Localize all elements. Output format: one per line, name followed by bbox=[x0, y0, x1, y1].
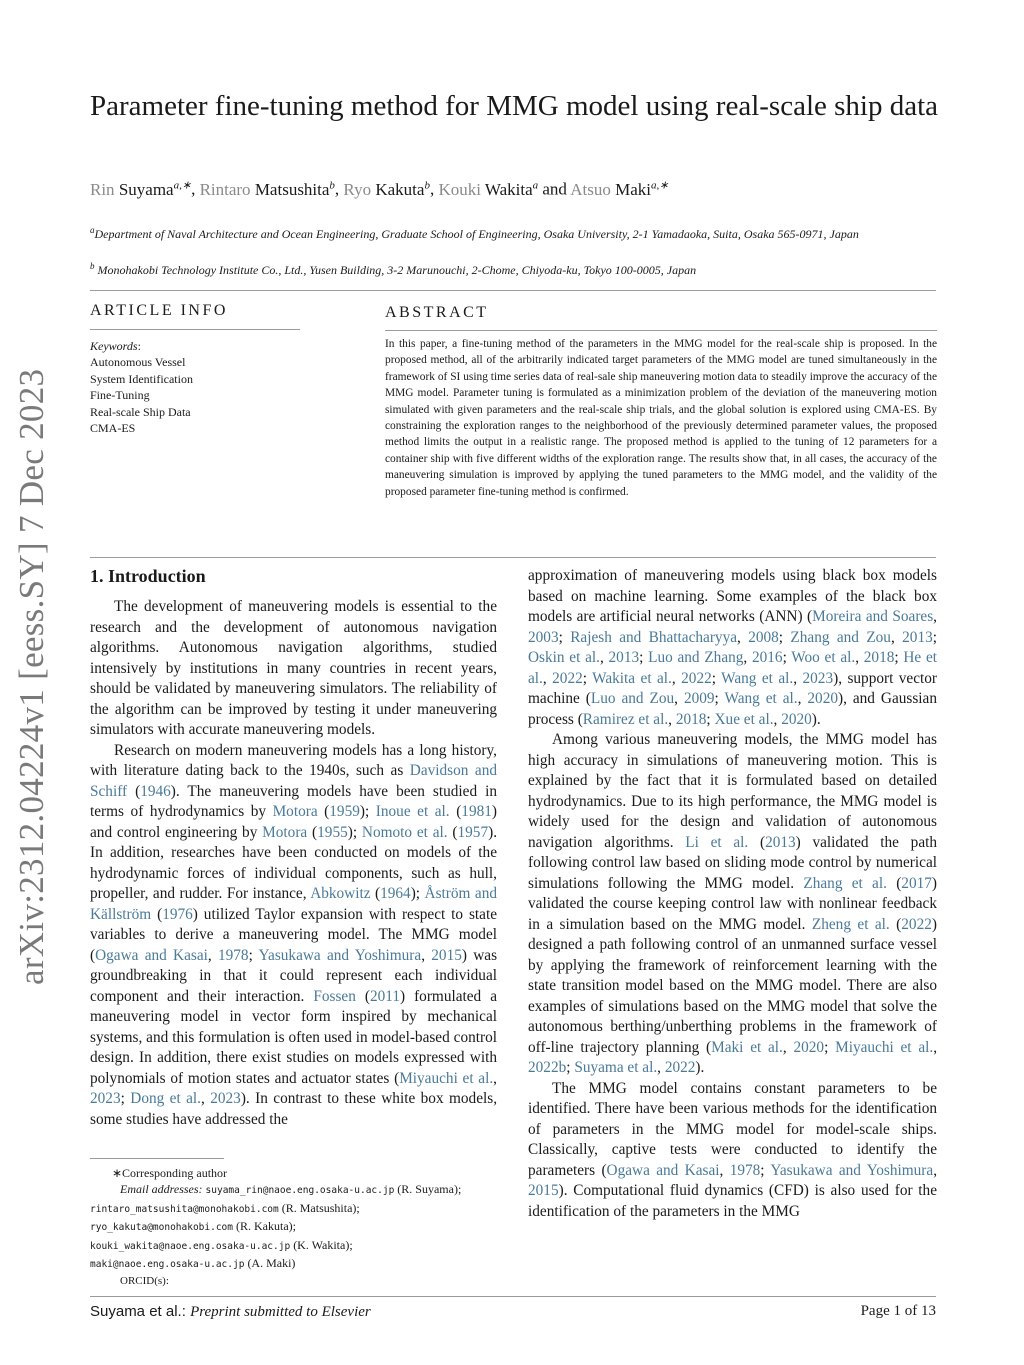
citation-link[interactable]: Zhang and Zou bbox=[790, 628, 891, 646]
author-family-name: Wakita bbox=[484, 179, 533, 199]
article-info-divider bbox=[90, 329, 300, 330]
affiliation-a bbox=[90, 222, 940, 242]
citation-link[interactable]: Maki et al. bbox=[711, 1038, 783, 1056]
keyword: System Identification bbox=[90, 371, 193, 386]
citation-link[interactable]: 2016 bbox=[751, 649, 783, 666]
author-name bbox=[200, 180, 335, 199]
citation-link[interactable]: 2018 bbox=[863, 649, 895, 666]
citation-link[interactable]: 2022 bbox=[681, 669, 712, 687]
citation-link[interactable]: 2003 bbox=[528, 628, 559, 646]
citation-link[interactable]: 2015 bbox=[528, 1182, 559, 1199]
citation-link[interactable]: Wang et al. bbox=[721, 669, 794, 687]
affiliation-text: Department of Naval Architecture and Ocean Engineering, Graduate School of Engineering, Osaka University, 2-1 Yamadaoka, Suita, Osaka 565-0971, Japan bbox=[94, 227, 859, 241]
corresponding-author-note: ∗Corresponding author bbox=[112, 1166, 228, 1180]
citation-link[interactable]: 2013 bbox=[765, 833, 796, 851]
email-address[interactable]: ryo_kakuta@monohakobi.com bbox=[90, 1222, 233, 1234]
affiliation-b bbox=[90, 258, 940, 278]
citation-link[interactable]: 1978 bbox=[217, 946, 249, 964]
citation-link[interactable]: Yasukawa and Yoshimura bbox=[258, 946, 422, 964]
email-address[interactable]: rintaro_matsushita@monohakobi.com bbox=[90, 1203, 279, 1215]
author-separator: , bbox=[191, 179, 200, 199]
body-paragraph: The development of maneuvering models is essential to the research and the development of autonomous navigation algorithms. Autonomous navigation algorithms, studied intensively by institutions in many countries in recent years, should be validated by maneuvering simulators. The reliability of the algorithm can be improved by testing it under maneuvering simulators with accurate maneuvering models. bbox=[90, 598, 497, 738]
abstract-heading: ABSTRACT bbox=[385, 304, 489, 321]
citation-link[interactable]: Davidson and Schiff bbox=[90, 762, 498, 800]
affiliation-mark: a bbox=[90, 225, 95, 235]
footer-separator: : bbox=[181, 1303, 191, 1320]
author-family-name: Suyama bbox=[118, 179, 174, 199]
citation-link[interactable]: 2015 bbox=[431, 946, 462, 964]
citation-link[interactable]: Zhang et al. bbox=[803, 874, 887, 892]
author-affiliation-mark: a,∗ bbox=[651, 179, 669, 191]
citation-link[interactable]: Ogawa and Kasai bbox=[606, 1161, 720, 1179]
citation-link[interactable]: 2023 bbox=[90, 1090, 121, 1107]
citation-link[interactable]: Xue et al. bbox=[714, 710, 774, 728]
citation-link[interactable]: 1946 bbox=[140, 782, 171, 800]
email-address[interactable]: maki@naoe.eng.osaka-u.ac.jp bbox=[90, 1259, 245, 1271]
body-paragraph: The MMG model contains constant parameters to be identified. There have been various methods for the identification of parameters in the MMG model for model-scale ships. Classically, captive tests were conducted to identify the parameters (Ogawa and Kasai, 1978; Yasukawa and Yoshimura, 2015). Computational fluid dynamics (CFD) is also used for the identification of the parameters in the MMG bbox=[528, 1079, 938, 1220]
citation-link[interactable]: 2008 bbox=[748, 628, 779, 646]
author-name bbox=[438, 180, 538, 199]
author-given-name: Rintaro bbox=[199, 179, 255, 199]
citation-link[interactable]: Motora bbox=[262, 823, 308, 841]
author-given-name: Atsuo bbox=[570, 179, 616, 199]
abstract-text: In this paper, a fine-tuning method of the parameters in the MMG model for the real-scale ship is proposed. In the proposed method, all of the arbitrarily indicated target parameters of the MMG model are tuned simultaneously in the framework of SI using time series data of real-sale ship maneuvering motion data to steadily improve the accuracy of the MMG model. Parameter tuning is formulated as a minimization problem of the deviation of the maneuvering motion simulated with given parameters and the real-scale ship trials, and the global solution is explored using CMA-ES. By constraining the exploration ranges to the neighborhood of the previously determined parameter values, the proposed method limits the output in a realistic range. The proposed method is applied to the tuning of 12 parameters for a container ship with five different widths of the exploration range. The results show that, in all cases, the accuracy of the maneuvering simulation is improved by applying the tuned parameters to the MMG model, and the validity of the proposed parameter fine-tuning method is confirmed. bbox=[385, 338, 937, 498]
citation-link[interactable]: 2022 bbox=[664, 1059, 696, 1076]
citation-link[interactable]: Åström and Källström bbox=[90, 885, 497, 923]
citation-link[interactable]: 2009 bbox=[683, 690, 715, 707]
citation-link[interactable]: Rajesh and Bhattacharyya bbox=[570, 628, 738, 646]
email-address[interactable]: kouki_wakita@naoe.eng.osaka-u.ac.jp bbox=[90, 1240, 291, 1252]
citation-link[interactable]: 2020 bbox=[793, 1038, 825, 1056]
author-list bbox=[90, 178, 668, 200]
citation-link[interactable]: Moreira and Soares bbox=[812, 608, 934, 625]
citation-link[interactable]: Wang et al. bbox=[724, 690, 798, 707]
footnote bbox=[90, 1165, 500, 1290]
email-owner: (R. Suyama); bbox=[394, 1182, 462, 1197]
citation-link[interactable]: 1964 bbox=[380, 885, 411, 902]
citation-link[interactable]: Woo et al. bbox=[791, 649, 856, 666]
keyword: Autonomous Vessel bbox=[90, 355, 186, 370]
article-info-heading: ARTICLE INFO bbox=[90, 302, 228, 319]
email-owner: (R. Kakuta); bbox=[233, 1219, 296, 1234]
footer-divider bbox=[90, 1296, 936, 1297]
citation-link[interactable]: Li et al. bbox=[685, 833, 749, 851]
author-affiliation-mark: b bbox=[424, 179, 430, 191]
body-divider bbox=[90, 557, 936, 558]
body-column-right bbox=[528, 566, 937, 1222]
page-number: Page 1 of 13 bbox=[860, 1303, 936, 1319]
body-paragraph: Research on modern maneuvering models has a long history, with literature dating back to the 1940s, such as Davidson and Schiff (1946). The maneuvering models have been studied in terms of hydrodynamics by Motora (1959); Inoue et al. (1981) and control engineering by Motora (1955); Nomoto et al. (1957). In addition, researches have been conducted on models of the hydrodynamic forces of individual components, such as hull, propeller, and rudder. For instance, Abkowitz (1964); Åström and Källström (1976) utilized Taylor expansion with respect to state variables to derive a maneuvering model. The MMG model (Ogawa and Kasai, 1978; Yasukawa and Yoshimura, 2015) was groundbreaking in that it could represent each individual component and their interaction. Fossen (2011) formulated a maneuvering model in vector form inspired by mechanical systems, and this formulation is often used in model-based control design. In addition, there exist studies on models expressed with polynomials of motion states and actuator states (Miyauchi et al., 2023; Dong et al., 2023). In contrast to these white box models, some studies have addressed the bbox=[90, 741, 498, 1128]
citation-link[interactable]: 2020 bbox=[807, 690, 838, 707]
arxiv-identifier: arXiv:2312.04224v1 [eess.SY] 7 Dec 2023 bbox=[12, 368, 51, 985]
keywords-label: Keywords bbox=[90, 339, 138, 353]
author-affiliation-mark: a,∗ bbox=[173, 179, 192, 191]
citation-link[interactable]: Dong et al. bbox=[130, 1090, 201, 1107]
author-name bbox=[343, 180, 430, 199]
author-family-name: Matsushita bbox=[254, 179, 330, 199]
body-column-left bbox=[90, 597, 497, 1130]
citation-link[interactable]: 1981 bbox=[461, 803, 492, 820]
citation-link[interactable]: Miyauchi et al. bbox=[399, 1069, 494, 1087]
citation-link[interactable]: Abkowitz bbox=[310, 885, 371, 902]
citation-link[interactable]: Yasukawa and Yoshimura bbox=[770, 1161, 934, 1179]
keyword: CMA-ES bbox=[90, 421, 136, 436]
author-given-name: Rin bbox=[90, 179, 119, 199]
email-label: Email addresses: bbox=[120, 1182, 203, 1197]
author-affiliation-mark: a bbox=[532, 179, 539, 191]
citation-link[interactable]: Motora bbox=[272, 803, 318, 820]
citation-link[interactable]: 1957 bbox=[457, 823, 489, 841]
citation-link[interactable]: Fossen bbox=[313, 987, 356, 1005]
email-owner: (K. Wakita); bbox=[290, 1237, 353, 1252]
citation-link[interactable]: Oskin et al. bbox=[528, 649, 600, 666]
citation-link[interactable]: Luo and Zhang bbox=[648, 649, 744, 666]
author-name bbox=[570, 180, 668, 199]
footer-authors: Suyama et al. bbox=[90, 1303, 182, 1320]
author-separator: and bbox=[538, 179, 571, 199]
author-given-name: Kouki bbox=[438, 179, 485, 199]
citation-link[interactable]: Ogawa and Kasai bbox=[95, 946, 208, 964]
citation-link[interactable]: Miyauchi et al. bbox=[835, 1038, 934, 1056]
citation-link[interactable]: 2017 bbox=[901, 874, 932, 892]
affiliation-text: Monohakobi Technology Institute Co., Ltd., Yusen Building, 3-2 Marunouchi, 2-Chome, Chiyoda-ku, Tokyo 100-0005, Japan bbox=[94, 263, 697, 277]
abstract-divider bbox=[385, 330, 937, 331]
citation-link[interactable]: Ramirez et al. bbox=[582, 710, 669, 728]
author-name bbox=[90, 180, 191, 199]
author-separator: , bbox=[429, 179, 439, 199]
email-owner: (A. Maki) bbox=[244, 1256, 296, 1271]
citation-link[interactable]: 1959 bbox=[329, 803, 360, 820]
footer-venue: Preprint submitted to Elsevier bbox=[190, 1304, 371, 1320]
footnote-divider bbox=[90, 1158, 224, 1159]
keywords-block: Keywords: Autonomous Vessel System Identification Fine-Tuning Real-scale Ship Data CMA-ES bbox=[90, 339, 193, 436]
citation-link[interactable]: 2022b bbox=[528, 1059, 567, 1076]
email-address[interactable]: suyama_rin@naoe.eng.osaka-u.ac.jp bbox=[205, 1185, 395, 1197]
footer-left bbox=[90, 1303, 371, 1321]
citation-link[interactable]: 2011 bbox=[369, 987, 400, 1005]
citation-link[interactable]: Zheng et al. bbox=[811, 915, 890, 933]
citation-link[interactable]: 2013 bbox=[902, 628, 933, 646]
citation-link[interactable]: 2023 bbox=[210, 1090, 241, 1107]
header-divider bbox=[90, 290, 936, 291]
citation-link[interactable]: 1978 bbox=[729, 1161, 761, 1179]
author-given-name: Ryo bbox=[343, 179, 376, 199]
citation-link[interactable]: Wakita et al. bbox=[592, 669, 672, 687]
citation-link[interactable]: 1976 bbox=[162, 905, 193, 923]
author-family-name: Kakuta bbox=[375, 179, 425, 199]
citation-link[interactable]: Inoue et al. bbox=[375, 803, 450, 820]
paper-title: Parameter fine-tuning method for MMG model using real-scale ship data bbox=[90, 90, 939, 122]
citation-link[interactable]: 2020 bbox=[781, 710, 812, 728]
keyword: Fine-Tuning bbox=[90, 388, 150, 403]
citation-link[interactable]: 2022 bbox=[552, 669, 583, 687]
citation-link[interactable]: 2022 bbox=[901, 915, 932, 933]
keyword: Real-scale Ship Data bbox=[90, 404, 191, 419]
citation-link[interactable]: 1955 bbox=[317, 823, 348, 841]
author-family-name: Maki bbox=[615, 179, 651, 199]
author-affiliation-mark: b bbox=[329, 179, 335, 191]
citation-link[interactable]: 2023 bbox=[802, 669, 834, 687]
section-heading-introduction: 1. Introduction bbox=[90, 566, 206, 586]
citation-link[interactable]: Nomoto et al. bbox=[361, 823, 448, 841]
citation-link[interactable]: Suyama et al. bbox=[574, 1059, 658, 1076]
author-separator: , bbox=[334, 179, 344, 199]
citation-link[interactable]: 2013 bbox=[608, 649, 640, 666]
citation-link[interactable]: He et al. bbox=[528, 649, 937, 687]
orcid-label: ORCID(s): bbox=[120, 1275, 169, 1288]
body-paragraph: approximation of maneuvering models using black box models based on machine learning. Some examples of the black box models are artificial neural networks (ANN) (Moreira and Soares, 2003; Rajesh and Bhattacharyya, 2008; Zhang and Zou, 2013; Oskin et al., 2013; Luo and Zhang, 2016; Woo et al., 2018; He et al., 2022; Wakita et al., 2022; Wang et al., 2023), support vector machine (Luo and Zou, 2009; Wang et al., 2020), and Gaussian process (Ramirez et al., 2018; Xue et al., 2020). bbox=[528, 567, 937, 728]
email-owner: (R. Matsushita); bbox=[278, 1200, 360, 1215]
affiliation-mark: b bbox=[90, 261, 95, 271]
citation-link[interactable]: Luo and Zou bbox=[590, 690, 675, 707]
body-paragraph: Among various maneuvering models, the MMG model has high accuracy in simulations of maneuvering motion. This is explained by the fact that it is formulated based on detailed hydrodynamics. Due to its high performance, the MMG model is widely used for the design and validation of autonomous navigation algorithms. Li et al. (2013) validated the path following control law based on sliding mode control by numerical simulations following the MMG model. Zhang et al. (2017) validated the course keeping control law with nonlinear feedback in a simulation based on the MMG model. Zheng et al. (2022) designed a path following control of an unmanned surface vessel by applying the framework of reinforcement learning with the state transition model based on the MMG model. There are also examples of simulations based on the MMG model that solve the autonomous berthing/unberthing problems in the framework of off-line trajectory planning (Maki et al., 2020; Miyauchi et al., 2022b; Suyama et al., 2022). bbox=[528, 731, 938, 1076]
citation-link[interactable]: 2018 bbox=[675, 710, 707, 728]
